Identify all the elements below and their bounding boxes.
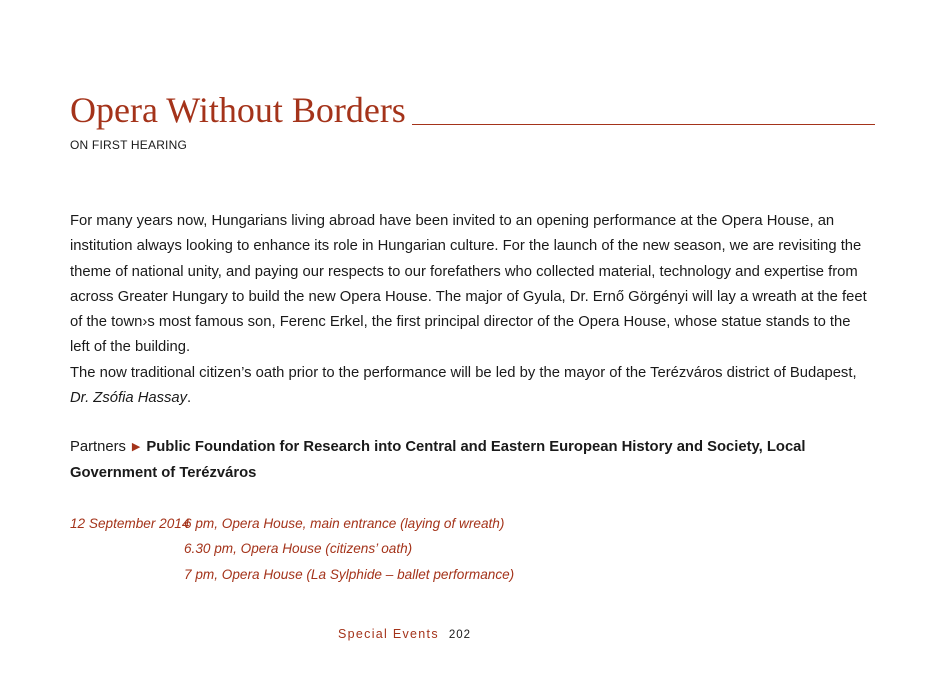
oath-suffix: .	[187, 390, 192, 407]
body-text	[70, 209, 870, 411]
schedule-date: 12 September 2014	[70, 516, 190, 531]
page-footer	[338, 627, 471, 641]
partners-section	[70, 435, 870, 487]
oath-text: The now traditional citizen’s oath prior to the performance will be led by the mayor of the Terézváros district of Budapest,	[70, 364, 857, 381]
partners-label: Partners	[70, 439, 126, 455]
title-row	[70, 92, 875, 128]
arrow-right-icon: ▶	[131, 441, 141, 453]
schedule	[70, 511, 514, 587]
schedule-row	[70, 562, 514, 587]
footer-section: Special Events	[338, 627, 439, 641]
partners-text: Public Foundation for Research into Central and Eastern European History and Society, Local Government of Terézváros	[70, 439, 806, 482]
schedule-date-spacer	[70, 536, 184, 561]
paragraph-intro: For many years now, Hungarians living abroad have been invited to an opening performance at the Opera House, an institution always looking to enhance its role in Hungarian culture. For the launch of the new season, we are revisiting the theme of national unity, and paying our respects to our forefathers who collected material, technology and expertise from across Greater Hungary to build the new Opera House. The major of Gyula, Dr. Ernő Görgényi will lay a wreath at the feet of the town›s most famous son, Ferenc Erkel, the first principal director of the Opera House, whose statue stands to the left of the building.	[70, 213, 867, 356]
mayor-name: Dr. Zsófia Hassay	[70, 390, 188, 407]
schedule-item: 7 pm, Opera House (La Sylphide – ballet performance)	[184, 566, 515, 582]
page-title: Opera Without Borders	[70, 90, 406, 130]
schedule-date-spacer	[70, 562, 184, 587]
title-rule	[412, 124, 875, 125]
schedule-item: 6 pm, Opera House, main entrance (laying of wreath)	[184, 516, 505, 531]
page-subtitle: ON FIRST HEARING	[70, 138, 187, 152]
schedule-item: 6.30 pm, Opera House (citizens’ oath)	[184, 541, 413, 557]
page-number: 202	[448, 629, 472, 641]
schedule-row	[70, 536, 514, 561]
paragraph-oath	[70, 361, 870, 412]
schedule-row	[70, 511, 514, 536]
